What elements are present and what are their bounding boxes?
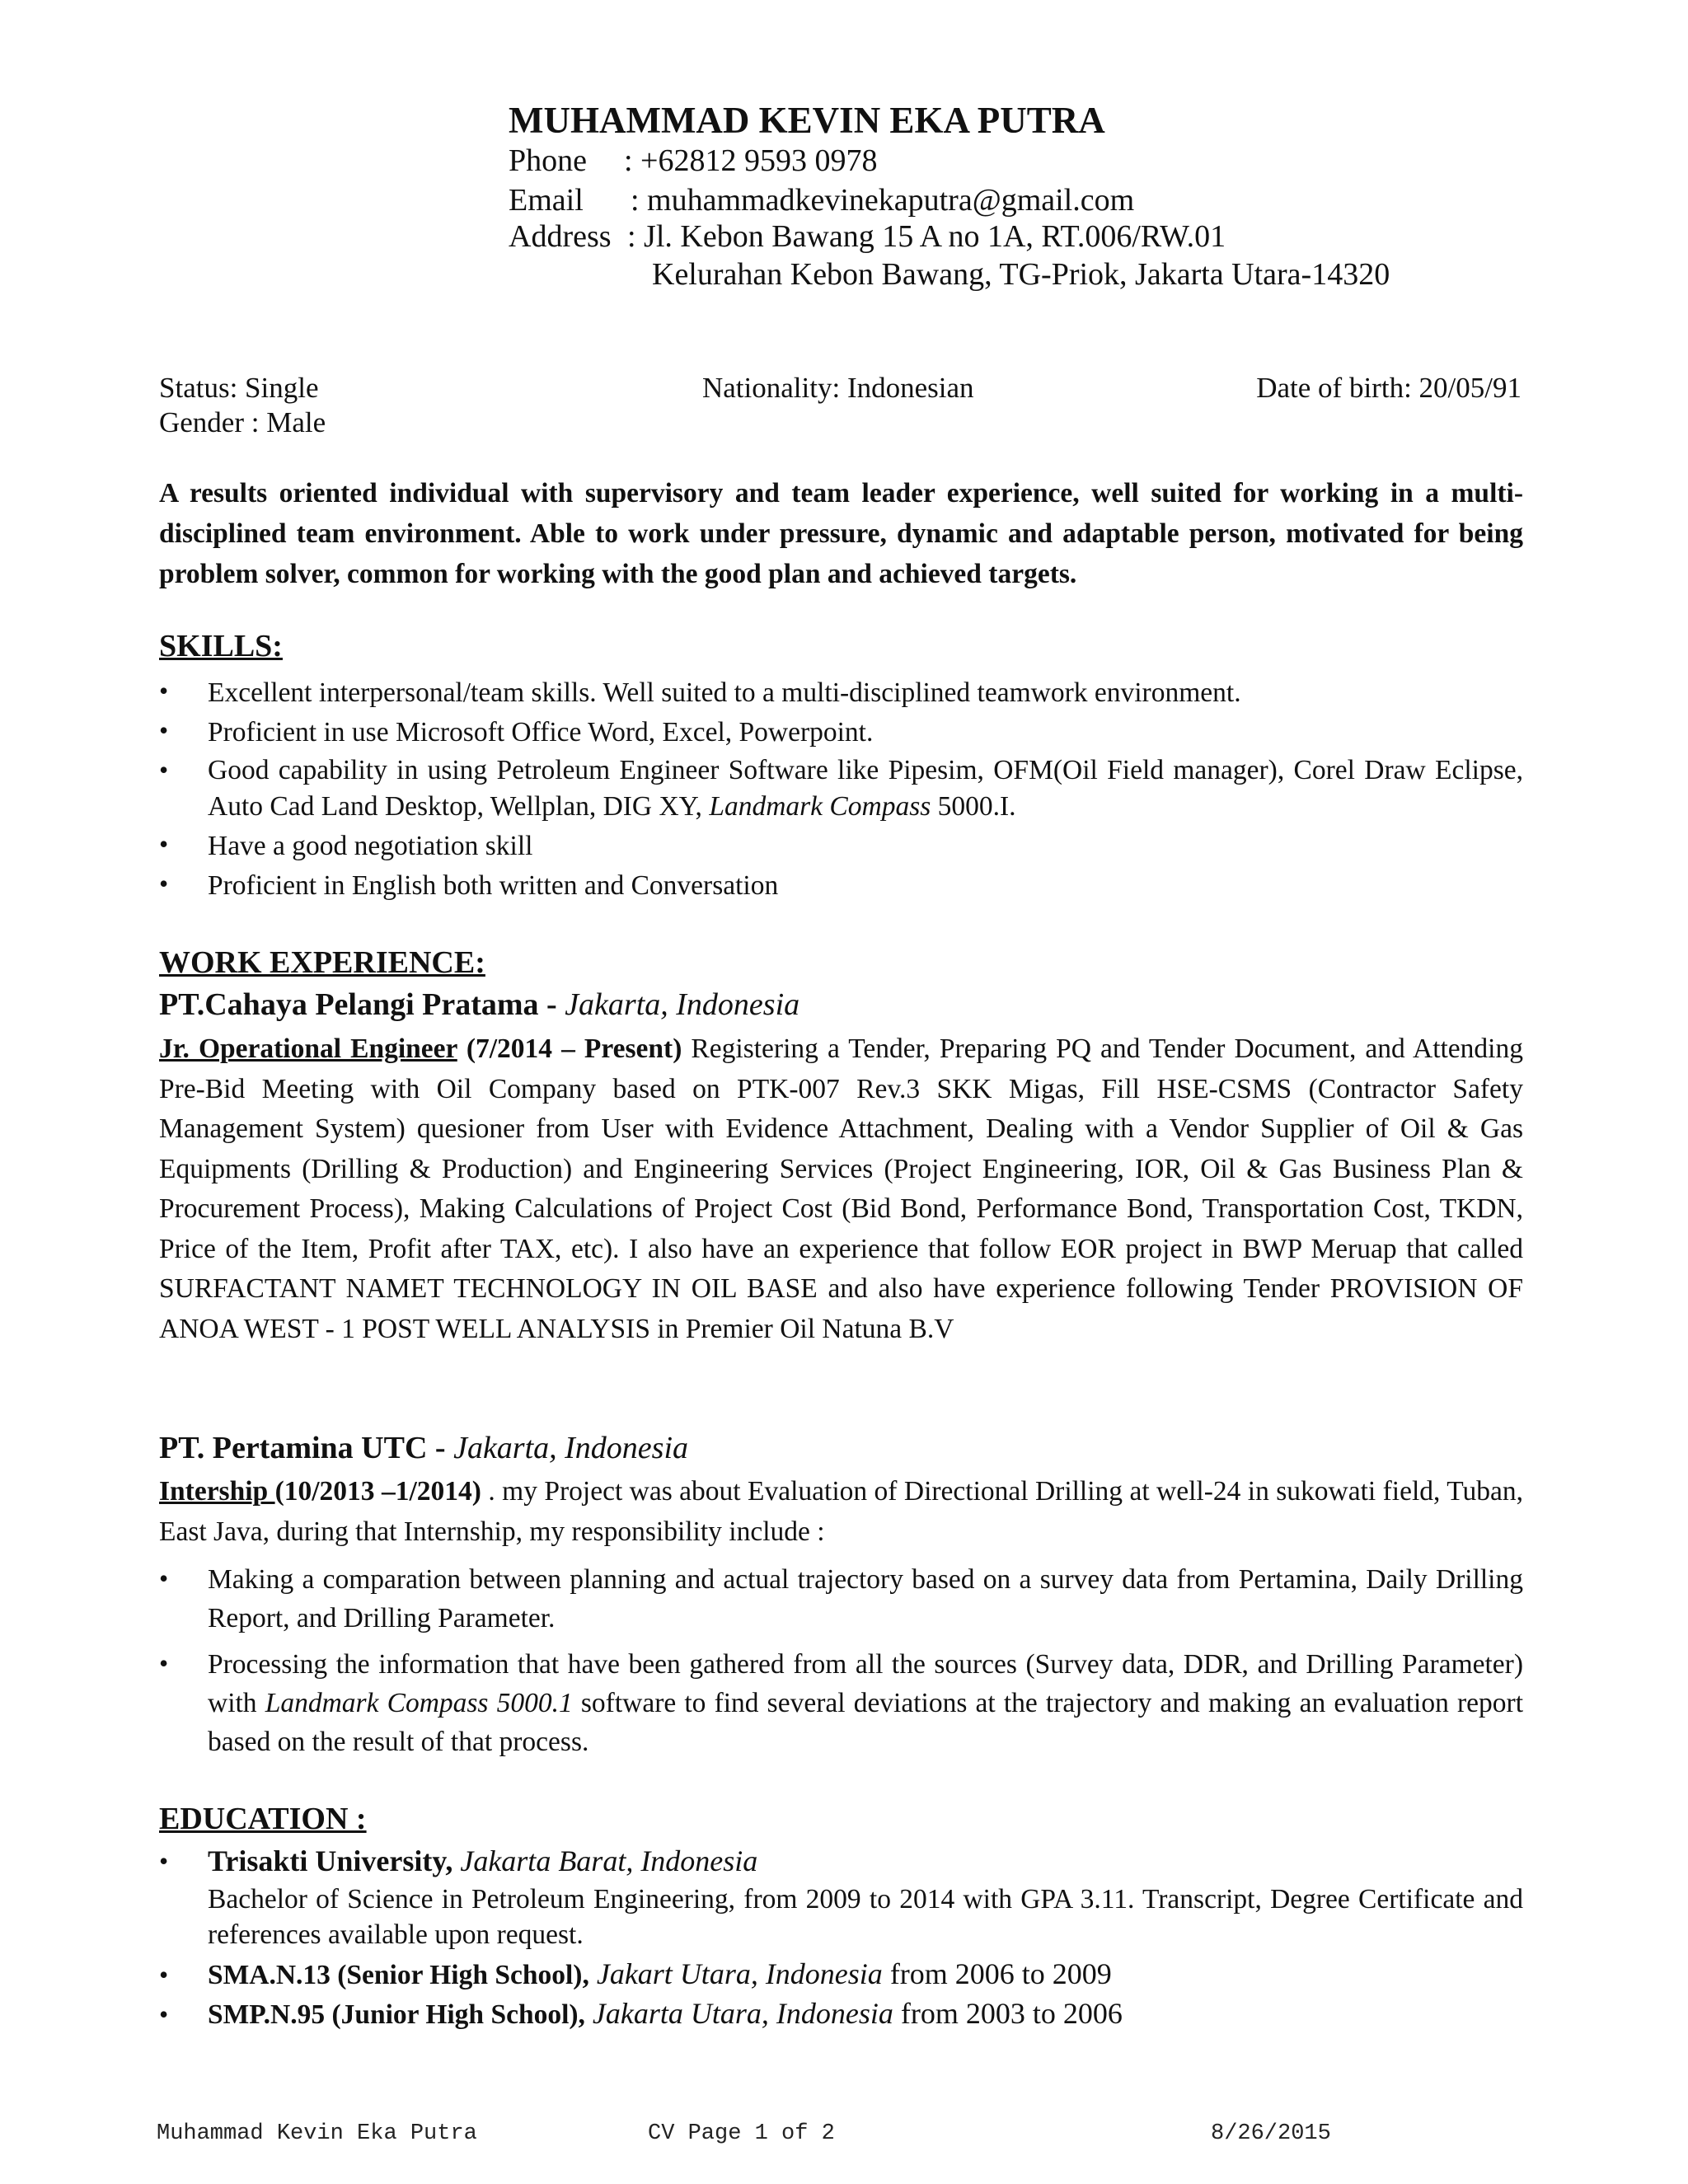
job2-responsibility-post: software to find several deviations at the trajectory and making an evaluation report based on the result of that process.: [208, 1688, 1524, 1757]
job1-description: [159, 1029, 1523, 1349]
bullet: •: [159, 829, 169, 859]
skill-item: Excellent interpersonal/team skills. Well suited to a multi-disciplined teamwork environment.: [208, 677, 1241, 708]
bullet: •: [159, 755, 169, 785]
skill-item-text: Good capability in using Petroleum Engineer Software like Pipesim, OFM(Oil Field manager), Corel Draw Eclipse, Auto Cad Land Desktop, Wellplan, DIG XY,: [208, 755, 1523, 822]
edu3: [208, 1994, 1523, 2034]
edu3-name: SMP.N.95 (Junior High School),: [208, 1999, 585, 2030]
skill-item: Have a good negotiation skill: [208, 831, 533, 861]
phone-label: Phone: [509, 143, 587, 178]
footer-date: 8/26/2015: [1211, 2121, 1331, 2146]
email-label: Email: [509, 183, 584, 218]
edu2-location: Jakart Utara, Indonesia: [596, 1957, 883, 1990]
job2-company-name: PT. Pertamina UTC -: [159, 1431, 446, 1465]
edu2-period: from 2006 to 2009: [882, 1957, 1112, 1990]
skill-item: [208, 752, 1523, 825]
job1-company-name: PT.Cahaya Pelangi Pratama -: [159, 987, 557, 1022]
nationality: Nationality: Indonesian: [702, 372, 974, 404]
bullet: •: [159, 1960, 169, 1990]
bullet: •: [159, 1648, 169, 1678]
summary-paragraph: A results oriented individual with supervisory and team leader experience, well suited for working in a multi-disciplined team environment. Able to work under pressure, dynamic and adaptable person, motivated for being problem solver, common for working with the good plan and achieved targets.: [159, 478, 1523, 589]
job2-company: [159, 1430, 688, 1466]
edu1-name: Trisakti University,: [208, 1844, 453, 1877]
job2-responsibility-italic: Landmark Compass 5000.1: [265, 1688, 573, 1718]
education-heading: EDUCATION :: [159, 1802, 367, 1836]
footer-page-number: CV Page 1 of 2: [648, 2121, 835, 2146]
job2-responsibility-pre: Processing the information that have been gathered from all the sources (Survey data, DDR, and Drilling Parameter) with: [208, 1649, 1523, 1718]
bullet: •: [159, 1563, 169, 1593]
edu3-location: Jakarta Utara, Indonesia: [592, 1997, 893, 2030]
job1-location: Jakarta, Indonesia: [565, 987, 800, 1022]
bullet: •: [159, 1846, 169, 1876]
job1-role: Jr. Operational Engineer: [159, 1033, 457, 1064]
job2-responsibility: [208, 1645, 1523, 1761]
skill-item-italic: Landmark Compass: [709, 791, 931, 822]
date-of-birth: Date of birth: 20/05/91: [1256, 372, 1522, 404]
phone-value: : +62812 9593 0978: [624, 143, 878, 178]
edu2-name: SMA.N.13 (Senior High School),: [208, 1960, 589, 1990]
bullet: •: [159, 1999, 169, 2029]
bullet: •: [159, 869, 169, 898]
status: Status: Single: [159, 372, 319, 404]
email-row: [509, 182, 1134, 218]
address-label: Address: [509, 219, 612, 254]
skills-heading: SKILLS:: [159, 629, 283, 663]
bullet: •: [159, 676, 169, 705]
candidate-name: MUHAMMAD KEVIN EKA PUTRA: [509, 100, 1105, 141]
edu1-title: [208, 1842, 1523, 1881]
job2-location: Jakarta, Indonesia: [453, 1431, 689, 1465]
edu1-detail: Bachelor of Science in Petroleum Engineering, from 2009 to 2014 with GPA 3.11. Transcript, Degree Certificate and references available upon request.: [208, 1884, 1523, 1950]
job1-company: [159, 987, 799, 1023]
edu2: [208, 1955, 1523, 1994]
address-line-1: : Jl. Kebon Bawang 15 A no 1A, RT.006/RW.01: [627, 219, 1226, 254]
job1-text: Registering a Tender, Preparing PQ and Tender Document, and Attending Pre-Bid Meeting with Oil Company based on PTK-007 Rev.3 SKK Migas, Fill HSE-CSMS (Contractor Safety Management System) quesioner from User with Evidence Attachment, Dealing with a Vendor Supplier of Oil & Gas Equipments (Drilling & Production) and Engineering Services (Project Engineering, IOR, Oil & Gas Business Plan & Procurement Process), Making Calculations of Project Cost (Bid Bond, Performance Bond, Transportation Cost, TKDN, Price of the Item, Profit after TAX, etc). I also have an experience that follow EOR project in BWP Meruap that called SURFACTANT NAMET TECHNOLOGY IN OIL BASE and also have experience following Tender PROVISION OF ANOA WEST - 1 POST WELL ANALYSIS in Premier Oil Natuna B.V: [159, 1033, 1523, 1344]
address-row: [509, 218, 1226, 255]
address-line-2: Kelurahan Kebon Bawang, TG-Priok, Jakarta Utara-14320: [652, 257, 1390, 292]
skill-item-tail: 5000.I.: [931, 791, 1016, 822]
phone-row: [509, 143, 878, 179]
job2-text: . my Project was about Evaluation of Directional Drilling at well-24 in sukowati field, Tuban, East Java, during that Internship, my responsibility include :: [159, 1476, 1523, 1547]
bullet: •: [159, 715, 169, 745]
skill-item: Proficient in English both written and Conversation: [208, 870, 779, 901]
work-experience-heading: WORK EXPERIENCE:: [159, 945, 485, 980]
edu1-location: Jakarta Barat, Indonesia: [460, 1844, 758, 1877]
job2-role: Intership: [159, 1476, 275, 1507]
job1-period: (7/2014 – Present): [457, 1033, 682, 1064]
edu3-period: from 2003 to 2006: [893, 1997, 1123, 2030]
job2-period: (10/2013 –1/2014): [274, 1476, 481, 1507]
gender: Gender : Male: [159, 406, 326, 438]
job2-responsibility: Making a comparation between planning and actual trajectory based on a survey data from Pertamina, Daily Drilling Report, and Drilling Parameter.: [208, 1564, 1523, 1633]
job2-description: [159, 1472, 1523, 1552]
footer-author: Muhammad Kevin Eka Putra: [157, 2121, 477, 2146]
email-value: : muhammadkevinekaputra@gmail.com: [631, 183, 1135, 218]
skill-item: Proficient in use Microsoft Office Word, Excel, Powerpoint.: [208, 717, 874, 748]
